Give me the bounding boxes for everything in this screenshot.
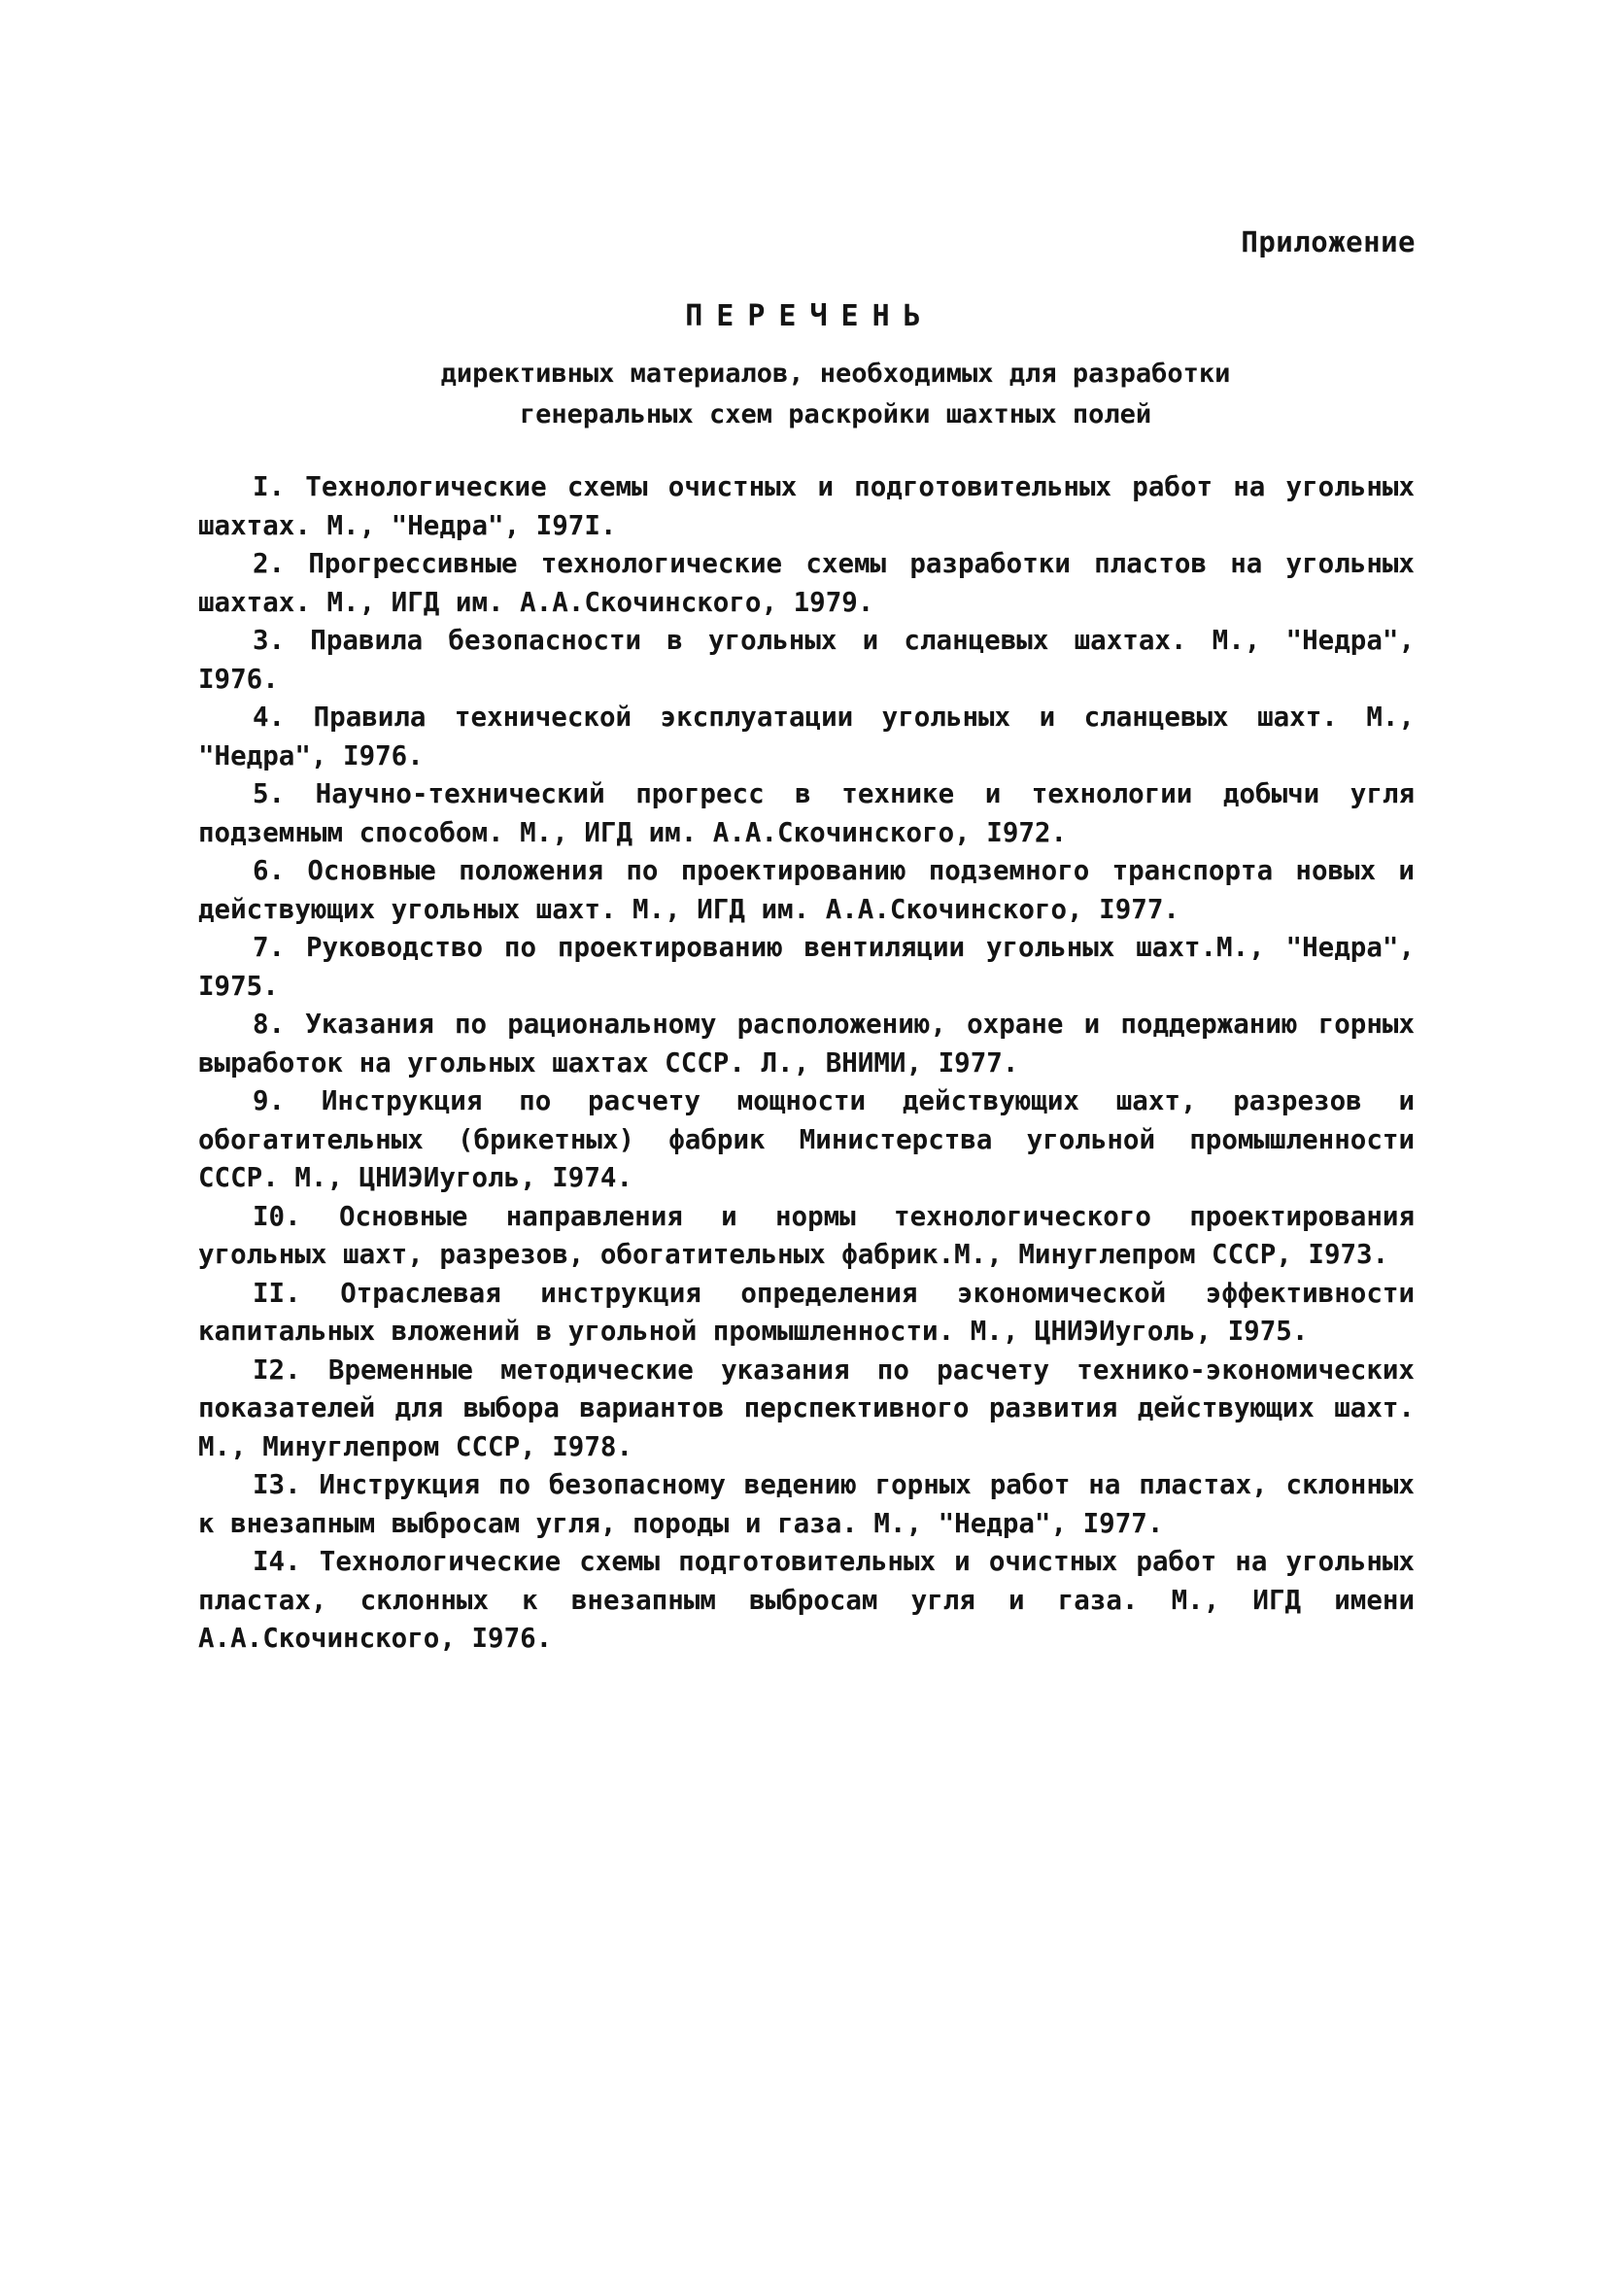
reference-item-1: I. Технологические схемы очистных и подготовительных работ на угольных шахтах. М., "Недра", I97I. xyxy=(198,471,1415,541)
document-subtitle xyxy=(291,354,1380,435)
subtitle-line-2: генеральных схем раскройки шахтных полей xyxy=(519,399,1152,429)
reference-item-13: I3. Инструкция по безопасному ведению горных работ на пластах, склонных к внезапным выбросам угля, породы и газа. М., "Недра", I977. xyxy=(198,1469,1415,1539)
subtitle-line-1: директивных материалов, необходимых для разработки xyxy=(440,359,1231,389)
reference-item-12: I2. Временные методические указания по расчету технико-экономических показателей для выбора вариантов перспективного развития действующих шахт. М., Минуглепром СССР, I978. xyxy=(198,1354,1415,1462)
reference-list xyxy=(198,468,1415,1659)
reference-item-4: 4. Правила технической эксплуатации угольных и сланцевых шахт. М., "Недра", I976. xyxy=(198,702,1415,771)
reference-item-5: 5. Научно-технический прогресс в технике и технологии добычи угля подземным способом. М., ИГД им. А.А.Скочинского, I972. xyxy=(198,778,1415,848)
reference-item-11: II. Отраслевая инструкция определения экономической эффективности капитальных вложений в угольной промышленности. М., ЦНИЭИуголь, I975. xyxy=(198,1277,1415,1347)
reference-item-9: 9. Инструкция по расчету мощности действующих шахт, разрезов и обогатительных (брикетных) фабрик Министерства угольной промышленности СССР. М., ЦНИЭИуголь, I974. xyxy=(198,1085,1415,1193)
reference-item-7: 7. Руководство по проектированию вентиляции угольных шахт.М., "Недра", I975. xyxy=(198,932,1415,1002)
reference-item-3: 3. Правила безопасности в угольных и сланцевых шахтах. М., "Недра", I976. xyxy=(198,625,1415,695)
reference-item-14: I4. Технологические схемы подготовительных и очистных работ на угольных пластах, склонных к внезапным выбросам угля и газа. М., ИГД имени А.А.Скочинского, I976. xyxy=(198,1546,1415,1654)
appendix-label: Приложение xyxy=(1241,225,1416,258)
reference-item-8: 8. Указания по рациональному расположению, охране и поддержанию горных выработок на угольных шахтах СССР. Л., ВНИМИ, I977. xyxy=(198,1009,1415,1079)
document-title: ПЕРЕЧЕНЬ xyxy=(685,299,935,333)
reference-item-6: 6. Основные положения по проектированию подземного транспорта новых и действующих угольных шахт. М., ИГД им. А.А.Скочинского, I977. xyxy=(198,855,1415,925)
reference-item-10: I0. Основные направления и нормы технологического проектирования угольных шахт, разрезов, обогатительных фабрик.М., Минуглепром СССР, I973. xyxy=(198,1200,1415,1270)
reference-item-2: 2. Прогрессивные технологические схемы разработки пластов на угольных шахтах. М., ИГД им. А.А.Скочинского, 1979. xyxy=(198,548,1415,618)
